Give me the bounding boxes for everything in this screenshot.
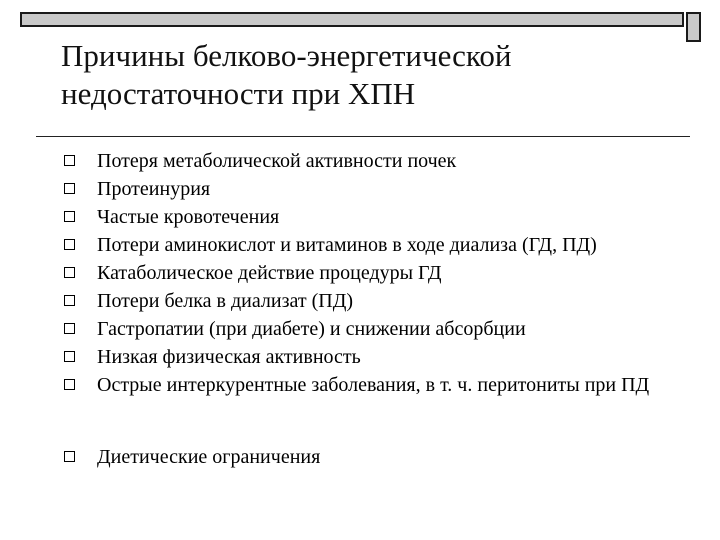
slide-title-line: Причины белково-энергетической <box>61 38 512 73</box>
hollow-square-icon <box>64 323 75 334</box>
list-item <box>0 231 720 259</box>
list-item <box>0 175 720 203</box>
list-item <box>0 371 720 443</box>
hollow-square-icon <box>64 451 75 462</box>
list-item <box>0 147 720 175</box>
list-item <box>0 287 720 315</box>
decorative-top-bar <box>20 12 684 27</box>
list-item-text: Частые кровотечения <box>97 206 280 228</box>
list-item <box>0 259 720 287</box>
list-item-text: Диетические ограничения <box>97 446 321 468</box>
list-item-text: Низкая физическая активность <box>97 346 361 368</box>
list-item-text: Потеря метаболической активности почек <box>97 150 457 172</box>
slide-title-line: недостаточности при ХПН <box>61 76 416 111</box>
slide-title <box>61 37 681 113</box>
list-item <box>0 443 720 471</box>
hollow-square-icon <box>64 379 75 390</box>
bullet-list <box>0 147 720 471</box>
hollow-square-icon <box>64 267 75 278</box>
list-item <box>0 315 720 343</box>
list-item <box>0 343 720 371</box>
hollow-square-icon <box>64 211 75 222</box>
hollow-square-icon <box>64 295 75 306</box>
list-item-text: Острые интеркурентные заболевания, в т. ч. перитониты при ПД <box>97 374 650 396</box>
list-item-text: Протеинурия <box>97 178 211 200</box>
title-divider <box>36 136 690 137</box>
list-item-text: Потери белка в диализат (ПД) <box>97 290 354 312</box>
hollow-square-icon <box>64 155 75 166</box>
list-item <box>0 203 720 231</box>
hollow-square-icon <box>64 183 75 194</box>
list-item-text: Потери аминокислот и витаминов в ходе диализа (ГД, ПД) <box>97 234 597 256</box>
hollow-square-icon <box>64 351 75 362</box>
list-item-text: Гастропатии (при диабете) и снижении абсорбции <box>97 318 526 340</box>
decorative-corner-square <box>686 12 701 42</box>
list-item-text: Катаболическое действие процедуры ГД <box>97 262 442 284</box>
hollow-square-icon <box>64 239 75 250</box>
